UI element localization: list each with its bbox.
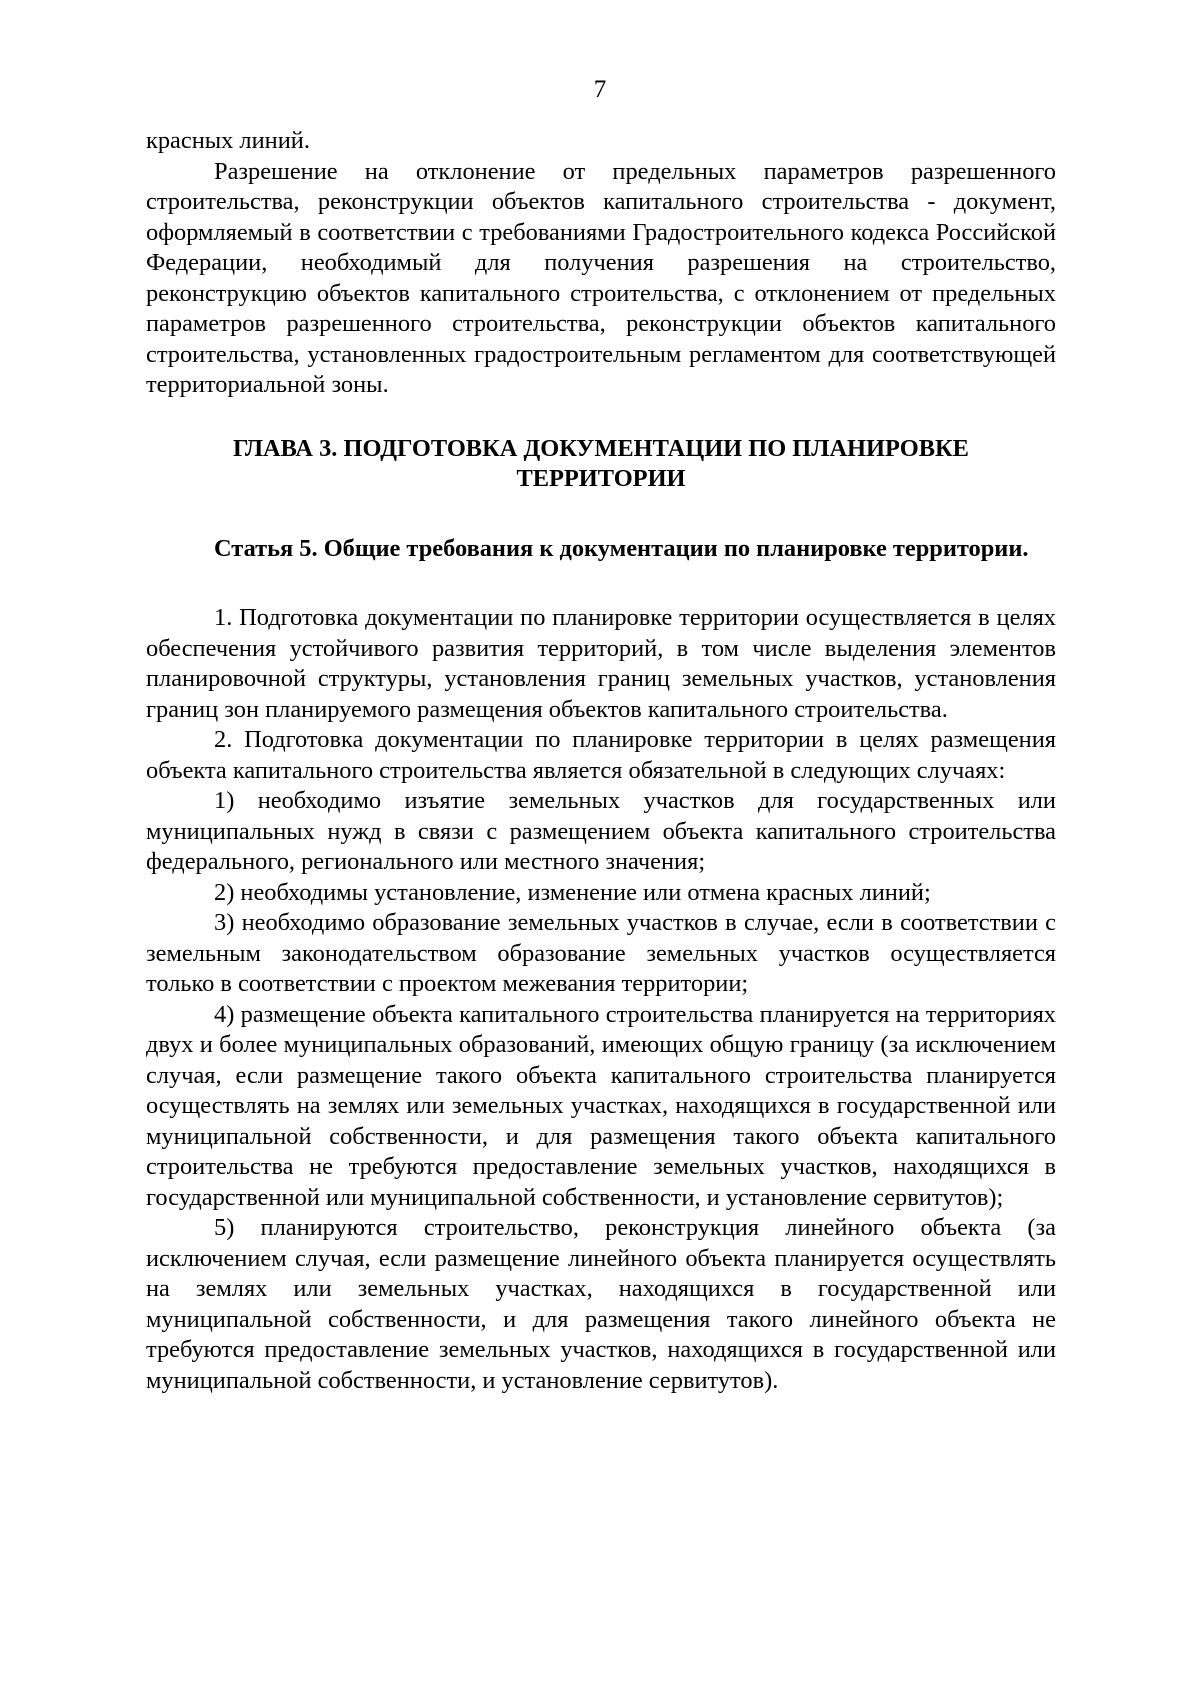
spacer (146, 401, 1056, 434)
chapter-title (146, 434, 1056, 495)
paragraph-item-2: 2. Подготовка документации по планировке территории в целях размещения объекта капитального строительства является обязательной в следующих случаях: (146, 726, 1056, 784)
paragraph-definition: Разрешение на отклонение от предельных параметров разрешенного строительства, реконструкции объектов капитального строительства - документ, оформляемый в соответствии с требованиями Градостроительного кодекса Российской Федерации, необходимый для получения разрешения на строительство, реконструкцию объектов капитального строительства, с отклонением от предельных параметров разрешенного строительства, реконструкции объектов капитального строительства, установленных градостроительным регламентом для соответствующей территориальной зоны. (146, 157, 1056, 398)
subitem-5: 5) планируются строительство, реконструкция линейного объекта (за исключением случая, если размещение линейного объекта планируется осуществлять на землях или земельных участках, находящихся в государственной или муниципальной собственности, и для размещения такого линейного объекта не требуются предоставление земельных участков, находящихся в государственной или муниципальной собственности, и установление сервитутов). (146, 1214, 1056, 1394)
subitem-4: 4) размещение объекта капитального строительства планируется на территориях двух и более муниципальных образований, имеющих общую границу (за исключением случая, если размещение такого объекта капитального строительства планируется осуществлять на землях или земельных участках, находящихся в государственной или муниципальной собственности, и для размещения такого объекта капитального строительства не требуются предоставление земельных участков, находящихся в государственной или муниципальной собственности, и установление сервитутов); (146, 1000, 1056, 1211)
subitem-3: 3) необходимо образование земельных участков в случае, если в соответствии с земельным законодательством образование земельных участков осуществляется только в соответствии с проектом межевания территории; (146, 909, 1056, 997)
chapter-title-line-1: ГЛАВА 3. ПОДГОТОВКА ДОКУМЕНТАЦИИ ПО ПЛАНИРОВКЕ (233, 434, 969, 462)
paragraph-continuation: красных линий. (146, 127, 310, 154)
page-number: 7 (593, 76, 607, 103)
spacer (146, 495, 1056, 534)
document-body (146, 126, 1056, 1396)
spacer (146, 564, 1056, 603)
article-title: Статья 5. Общие требования к документации по планировке территории. (214, 534, 1029, 562)
subitem-1: 1) необходимо изъятие земельных участков для государственных или муниципальных нужд в связи с размещением объекта капитального строительства федерального, регионального или местного значения; (146, 787, 1056, 875)
chapter-title-line-2: ТЕРРИТОРИИ (516, 465, 686, 492)
paragraph-item-1: 1. Подготовка документации по планировке территории осуществляется в целях обеспечения устойчивого развития территорий, в том числе выделения элементов планировочной структуры, установления границ земельных участков, установления границ зон планируемого размещения объектов капитального строительства. (146, 604, 1056, 723)
subitem-2: 2) необходимы установление, изменение или отмена красных линий; (214, 878, 931, 906)
